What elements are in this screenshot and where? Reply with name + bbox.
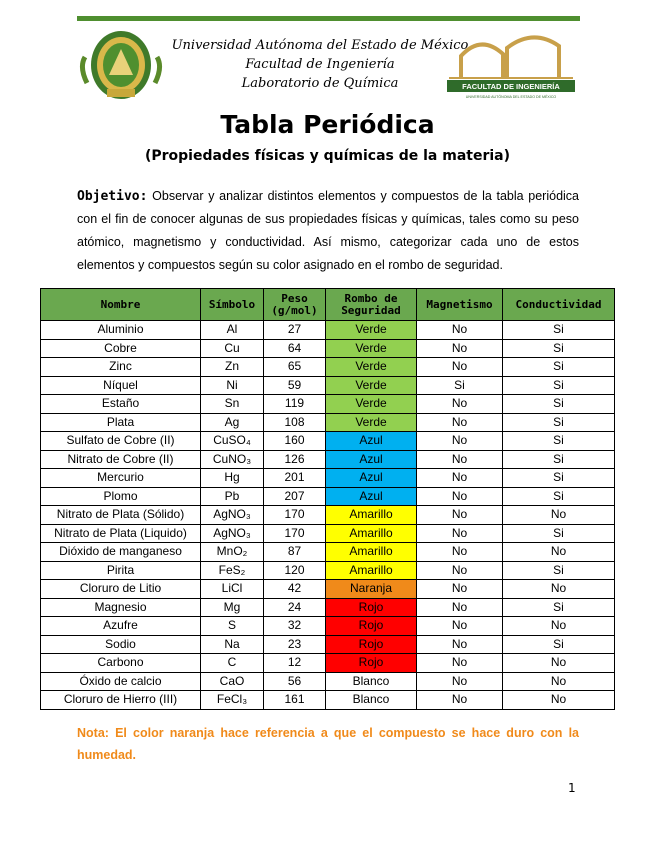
header-magnetismo: Magnetismo (417, 289, 503, 321)
page-number: 1 (568, 781, 576, 795)
cell-rombo: Rojo (326, 598, 417, 617)
cell-conductividad: Si (503, 432, 615, 451)
table-row (41, 321, 615, 340)
cell-peso: 64 (264, 339, 326, 358)
cell-rombo: Verde (326, 358, 417, 377)
cell-rombo: Azul (326, 469, 417, 488)
cell-nombre: Magnesio (41, 598, 201, 617)
table-row (41, 691, 615, 710)
cell-rombo: Rojo (326, 654, 417, 673)
header-rombo: Rombo de Seguridad (326, 289, 417, 321)
cell-magnetismo: No (417, 598, 503, 617)
engineering-faculty-logo (441, 34, 581, 100)
cell-simbolo: Zn (201, 358, 264, 377)
cell-peso: 201 (264, 469, 326, 488)
cell-rombo: Azul (326, 450, 417, 469)
cell-conductividad: Si (503, 487, 615, 506)
cell-nombre: Nitrato de Plata (Sólido) (41, 506, 201, 525)
cell-peso: 126 (264, 450, 326, 469)
cell-magnetismo: No (417, 395, 503, 414)
table-row (41, 672, 615, 691)
cell-rombo: Blanco (326, 691, 417, 710)
cell-conductividad: No (503, 617, 615, 636)
table-row (41, 376, 615, 395)
objective-label: Objetivo: (77, 189, 148, 204)
cell-rombo: Blanco (326, 672, 417, 691)
cell-magnetismo: No (417, 506, 503, 525)
cell-conductividad: Si (503, 395, 615, 414)
table-row (41, 506, 615, 525)
cell-peso: 56 (264, 672, 326, 691)
cell-rombo: Verde (326, 339, 417, 358)
cell-peso: 161 (264, 691, 326, 710)
cell-nombre: Azufre (41, 617, 201, 636)
cell-magnetismo: No (417, 580, 503, 599)
cell-simbolo: AgNO₃ (201, 524, 264, 543)
cell-magnetismo: No (417, 450, 503, 469)
cell-peso: 59 (264, 376, 326, 395)
cell-peso: 170 (264, 506, 326, 525)
cell-nombre: Aluminio (41, 321, 201, 340)
cell-conductividad: Si (503, 561, 615, 580)
cell-nombre: Cloruro de Litio (41, 580, 201, 599)
cell-conductividad: Si (503, 413, 615, 432)
cell-peso: 120 (264, 561, 326, 580)
cell-conductividad: Si (503, 635, 615, 654)
cell-magnetismo: No (417, 543, 503, 562)
header-nombre: Nombre (41, 289, 201, 321)
table-row (41, 524, 615, 543)
cell-magnetismo: No (417, 635, 503, 654)
cell-magnetismo: No (417, 654, 503, 673)
cell-magnetismo: No (417, 524, 503, 543)
cell-peso: 108 (264, 413, 326, 432)
table-row (41, 617, 615, 636)
footnote: Nota: El color naranja hace referencia a que el compuesto se hace duro con la humedad. (77, 726, 579, 762)
header-university: Universidad Autónoma del Estado de México (171, 38, 469, 53)
cell-rombo: Amarillo (326, 561, 417, 580)
cell-conductividad: No (503, 672, 615, 691)
cell-nombre: Plata (41, 413, 201, 432)
header-conductividad: Conductividad (503, 289, 615, 321)
cell-conductividad: Si (503, 339, 615, 358)
cell-simbolo: LiCl (201, 580, 264, 599)
cell-simbolo: AgNO₃ (201, 506, 264, 525)
table-row (41, 339, 615, 358)
cell-peso: 160 (264, 432, 326, 451)
cell-peso: 207 (264, 487, 326, 506)
cell-nombre: Sodio (41, 635, 201, 654)
cell-peso: 27 (264, 321, 326, 340)
cell-simbolo: CuNO₃ (201, 450, 264, 469)
cell-simbolo: FeS₂ (201, 561, 264, 580)
objective-paragraph (77, 185, 579, 277)
cell-magnetismo: No (417, 617, 503, 636)
cell-nombre: Mercurio (41, 469, 201, 488)
cell-simbolo: Pb (201, 487, 264, 506)
cell-peso: 42 (264, 580, 326, 599)
cell-conductividad: No (503, 580, 615, 599)
cell-magnetismo: No (417, 691, 503, 710)
cell-magnetismo: No (417, 413, 503, 432)
table-row (41, 358, 615, 377)
table-body (41, 321, 615, 710)
cell-magnetismo: No (417, 487, 503, 506)
top-rule (77, 16, 580, 21)
cell-peso: 23 (264, 635, 326, 654)
cell-simbolo: Ni (201, 376, 264, 395)
cell-nombre: Dióxido de manganeso (41, 543, 201, 562)
objective-text: Observar y analizar distintos elementos y compuestos de la tabla periódica con el fin de conocer algunas de sus propiedades físicas y químicas, tales como su peso atómico, magnetismo y conductividad. Así mismo, categorizar cada uno de estos elementos y compuestos según su color asignado en el rombo de seguridad. (77, 189, 579, 272)
cell-magnetismo: No (417, 561, 503, 580)
table-row (41, 487, 615, 506)
cell-simbolo: MnO₂ (201, 543, 264, 562)
cell-conductividad: Si (503, 598, 615, 617)
cell-nombre: Carbono (41, 654, 201, 673)
cell-magnetismo: No (417, 432, 503, 451)
cell-magnetismo: No (417, 339, 503, 358)
cell-rombo: Amarillo (326, 524, 417, 543)
cell-conductividad: Si (503, 524, 615, 543)
cell-nombre: Cloruro de Hierro (III) (41, 691, 201, 710)
cell-conductividad: No (503, 543, 615, 562)
cell-nombre: Nitrato de Plata (Liquido) (41, 524, 201, 543)
cell-conductividad: Si (503, 376, 615, 395)
cell-peso: 65 (264, 358, 326, 377)
cell-simbolo: CaO (201, 672, 264, 691)
cell-conductividad: Si (503, 358, 615, 377)
institution-header (170, 36, 470, 93)
table-row (41, 450, 615, 469)
cell-peso: 87 (264, 543, 326, 562)
cell-rombo: Verde (326, 395, 417, 414)
cell-nombre: Zinc (41, 358, 201, 377)
cell-rombo: Azul (326, 432, 417, 451)
cell-nombre: Pirita (41, 561, 201, 580)
logo-subcaption: UNIVERSIDAD AUTÓNOMA DEL ESTADO DE MÉXICO (465, 95, 557, 99)
cell-magnetismo: Si (417, 376, 503, 395)
cell-simbolo: S (201, 617, 264, 636)
cell-rombo: Amarillo (326, 506, 417, 525)
cell-rombo: Rojo (326, 635, 417, 654)
table-row (41, 543, 615, 562)
table-header-row (41, 289, 615, 321)
cell-conductividad: Si (503, 450, 615, 469)
table-row (41, 598, 615, 617)
page-subtitle: (Propiedades físicas y químicas de la materia) (144, 148, 511, 164)
cell-rombo: Naranja (326, 580, 417, 599)
cell-rombo: Verde (326, 321, 417, 340)
cell-magnetismo: No (417, 321, 503, 340)
header-simbolo: Símbolo (201, 289, 264, 321)
cell-conductividad: Si (503, 321, 615, 340)
cell-magnetismo: No (417, 358, 503, 377)
table-row (41, 395, 615, 414)
header-faculty: Facultad de Ingeniería (245, 57, 395, 72)
logo-caption: FACULTAD DE INGENIERÍA (462, 82, 560, 91)
cell-nombre: Níquel (41, 376, 201, 395)
cell-simbolo: Sn (201, 395, 264, 414)
university-seal-logo (77, 27, 165, 103)
table-row (41, 635, 615, 654)
cell-rombo: Azul (326, 487, 417, 506)
cell-nombre: Estaño (41, 395, 201, 414)
cell-rombo: Rojo (326, 617, 417, 636)
cell-magnetismo: No (417, 469, 503, 488)
table-row (41, 654, 615, 673)
cell-simbolo: Ag (201, 413, 264, 432)
cell-simbolo: C (201, 654, 264, 673)
cell-simbolo: Mg (201, 598, 264, 617)
cell-peso: 170 (264, 524, 326, 543)
cell-simbolo: Al (201, 321, 264, 340)
cell-simbolo: FeCl₃ (201, 691, 264, 710)
cell-simbolo: CuSO₄ (201, 432, 264, 451)
table-row (41, 561, 615, 580)
cell-nombre: Óxido de calcio (41, 672, 201, 691)
cell-nombre: Plomo (41, 487, 201, 506)
cell-peso: 32 (264, 617, 326, 636)
cell-peso: 12 (264, 654, 326, 673)
cell-conductividad: Si (503, 469, 615, 488)
cell-conductividad: No (503, 691, 615, 710)
cell-nombre: Sulfato de Cobre (II) (41, 432, 201, 451)
cell-magnetismo: No (417, 672, 503, 691)
table-row (41, 469, 615, 488)
cell-rombo: Amarillo (326, 543, 417, 562)
table-row (41, 580, 615, 599)
cell-simbolo: Na (201, 635, 264, 654)
cell-nombre: Cobre (41, 339, 201, 358)
periodic-properties-table (40, 288, 615, 710)
table-row (41, 413, 615, 432)
table-row (41, 432, 615, 451)
cell-peso: 119 (264, 395, 326, 414)
cell-conductividad: No (503, 654, 615, 673)
cell-rombo: Verde (326, 376, 417, 395)
cell-simbolo: Hg (201, 469, 264, 488)
page-title: Tabla Periódica (220, 110, 435, 139)
cell-conductividad: No (503, 506, 615, 525)
header-lab: Laboratorio de Química (241, 76, 399, 91)
cell-simbolo: Cu (201, 339, 264, 358)
cell-rombo: Verde (326, 413, 417, 432)
cell-nombre: Nitrato de Cobre (II) (41, 450, 201, 469)
header-peso: Peso (g/mol) (264, 289, 326, 321)
cell-peso: 24 (264, 598, 326, 617)
